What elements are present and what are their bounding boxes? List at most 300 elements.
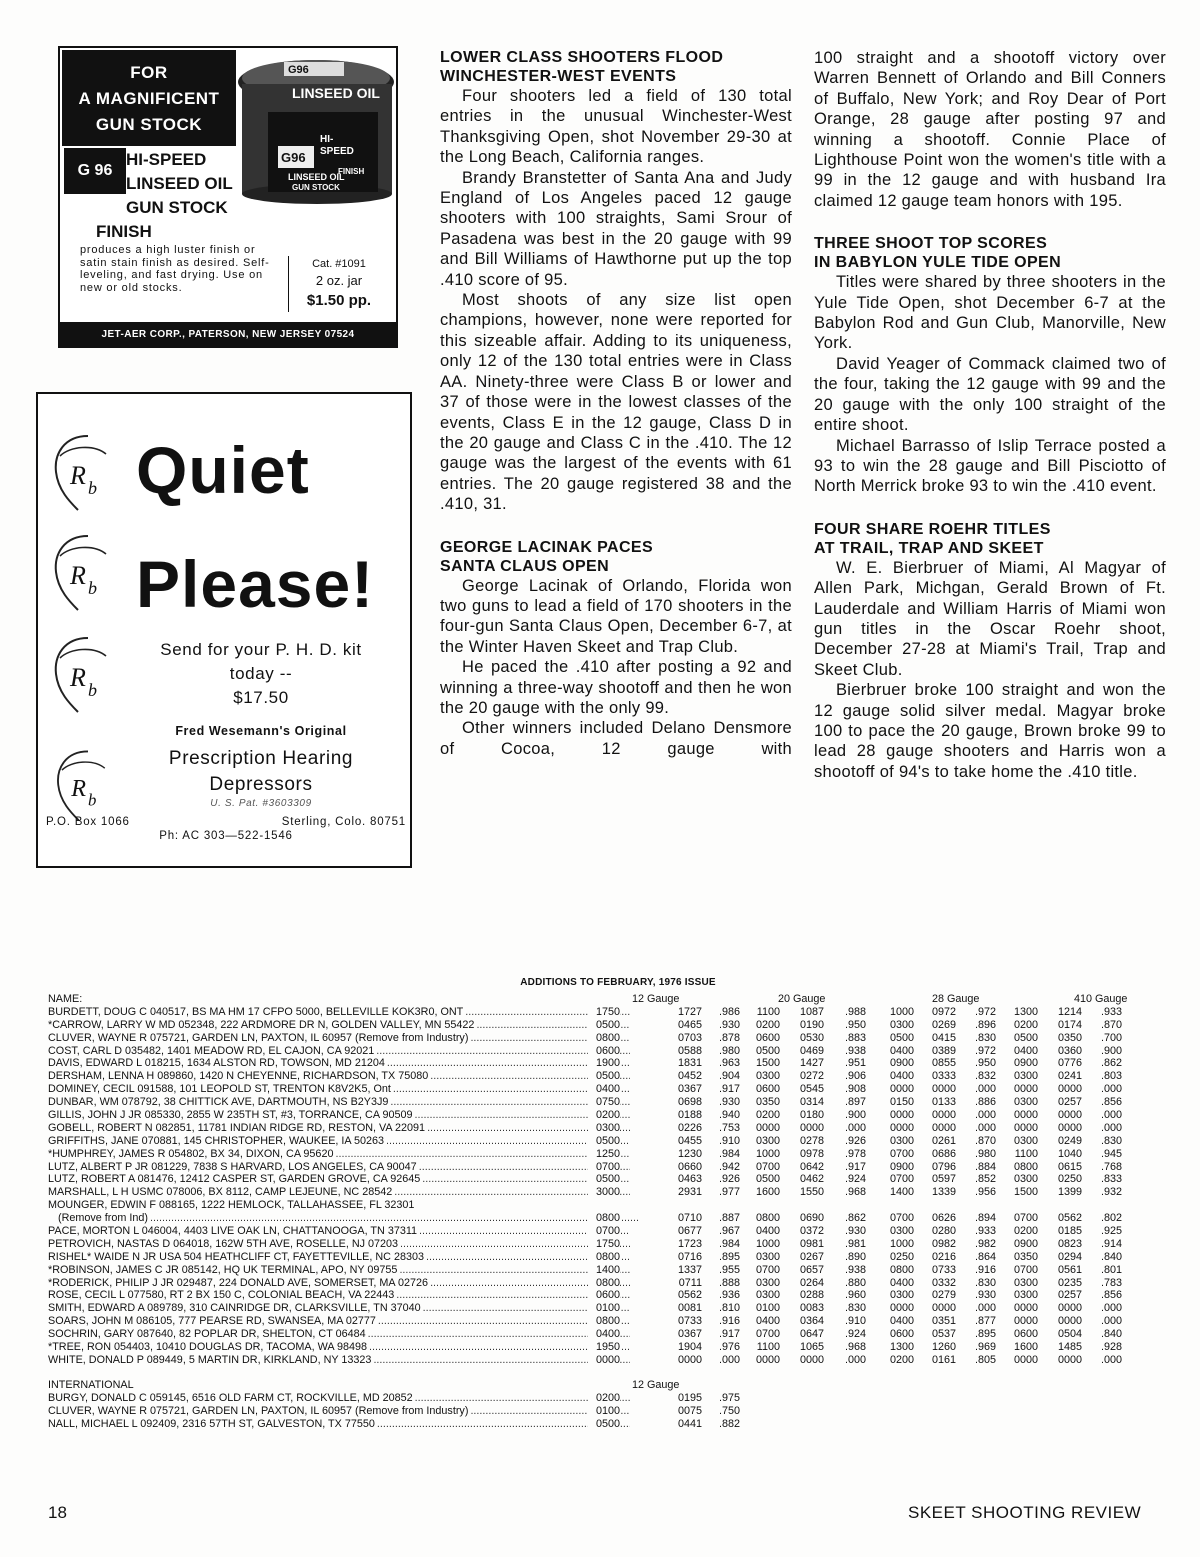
gauge-column-header: 12 Gauge [632, 993, 680, 1005]
score-cell: .883 [844, 1031, 866, 1044]
shooter-entry [48, 1096, 630, 1109]
score-cell: 0000 [799, 1353, 824, 1366]
score-cell: 0000 [1013, 1121, 1038, 1134]
score-cell: 1600 [755, 1186, 780, 1199]
score-cell: 0562 [677, 1289, 702, 1302]
shooter-entry [48, 1109, 630, 1122]
heading-line: SANTA CLAUS OPEN [440, 557, 610, 575]
score-cell: 0280 [931, 1225, 956, 1238]
article-paragraph: Other winners included Delano Densmore of Cocoa, 12 gauge with [440, 719, 792, 758]
product-line: HI-SPEED [126, 150, 207, 169]
score-cell: 0647 [799, 1328, 824, 1341]
shooter-entry [48, 1032, 630, 1045]
score-cell: 0133 [931, 1096, 956, 1109]
score-cell: 0300 [755, 1070, 780, 1083]
entry-text: *HUMPHREY, JAMES R 054802, BX 34, DIXON, CA 95620 [48, 1147, 334, 1160]
score-cell: 1230 [677, 1147, 702, 1160]
score-cell: .000 [1100, 1302, 1122, 1315]
score-cell: 0100 [755, 1302, 780, 1315]
entry-text: SOARS, JOHN M 086105, 777 PEARSE RD, SWANSEA, MA 02777 [48, 1315, 376, 1328]
score-cell: 1100 [756, 1005, 780, 1018]
shooter-entry [48, 1199, 630, 1212]
score-cell: .942 [718, 1160, 740, 1173]
entry-text: BURDETT, DOUG C 040517, BS MA HM 17 CFPO 5000, BELLEVILLE KOK3R0, ONT [48, 1005, 464, 1018]
catalog-number: Cat. #1091 [312, 258, 366, 270]
score-cell: 0441 [677, 1417, 702, 1430]
heading-line: THREE SHOOT TOP SCORES [814, 235, 1048, 253]
score-cell: 0300 [755, 1276, 780, 1289]
entry-text: CLUVER, WAYNE R 075721, GARDEN LN, PAXTON, IL 60957 (Remove from Industry) [48, 1031, 469, 1044]
score-cell: 0800 [1013, 1160, 1038, 1173]
score-cell: 0500 [889, 1031, 914, 1044]
score-cell: 1087 [799, 1005, 824, 1018]
score-cell: .878 [718, 1031, 740, 1044]
score-cell: .908 [844, 1083, 866, 1096]
score-cell: 1214 [1057, 1005, 1082, 1018]
score-cell: 1065 [799, 1341, 824, 1354]
score-cell: 0200 [1013, 1225, 1038, 1238]
score-cell: 0677 [677, 1225, 702, 1238]
shooter-entry [48, 1341, 630, 1354]
score-cell: 0288 [799, 1289, 824, 1302]
shooter-entry [48, 1135, 630, 1148]
score-cell: 0216 [931, 1250, 956, 1263]
score-cell: 0900 [889, 1160, 914, 1173]
score-cell: 1600 [1013, 1341, 1038, 1354]
entry-text: DOMINEY, CECIL 091588, 101 LEOPOLD ST, TRENTON K8V2K5, Ont [48, 1083, 391, 1096]
score-cell: 0900 [1013, 1057, 1038, 1070]
score-cell: 0504 [1057, 1328, 1082, 1341]
score-cell: 0360 [1057, 1044, 1082, 1057]
score-cell: 0174 [1057, 1018, 1082, 1031]
score-cell: 0452 [677, 1070, 702, 1083]
score-cell: .000 [1100, 1083, 1122, 1096]
score-cell: .969 [974, 1341, 996, 1354]
score-cell: .830 [844, 1302, 866, 1315]
score-cell: 1750 [588, 1006, 620, 1019]
score-cell: 0300 [889, 1018, 914, 1031]
article-column-right [814, 48, 1166, 782]
score-cell: 0300 [1013, 1096, 1038, 1109]
score-cell: 0500 [755, 1044, 780, 1057]
score-cell: 1723 [677, 1237, 702, 1250]
score-cell: .930 [974, 1289, 996, 1302]
score-cell: 0350 [755, 1096, 780, 1109]
score-cell: 0600 [1013, 1328, 1038, 1341]
article-paragraph: Most shoots of any size list open champions, however, none were reported for this sizeable affair. Adding to its uniqueness, only 12 of the 130 total entries were in Class AA. Ninety-three were Class B or lower and 37 of those were in the lowest classes of the events, Class E in the 12 gauge, Class D in the 20 gauge and Class C in the .410. The 12 gauge was the largest of the events with 61 entries. The 20 gauge registered 38 and the .410, 31. [440, 291, 792, 514]
shooter-entry [48, 1148, 630, 1161]
score-cell: .980 [974, 1147, 996, 1160]
score-cell: 0463 [677, 1173, 702, 1186]
score-cell: 0000 [1013, 1302, 1038, 1315]
score-cell: 0000 [677, 1353, 702, 1366]
score-cell: .852 [974, 1173, 996, 1186]
score-cell: 0710 [677, 1212, 702, 1225]
score-cell: 0364 [799, 1315, 824, 1328]
score-cell: .938 [844, 1044, 866, 1057]
score-cell: 0350 [1057, 1031, 1082, 1044]
ad-headline-line: FOR [130, 63, 168, 82]
score-cell: .900 [1100, 1044, 1122, 1057]
score-cell: .917 [718, 1083, 740, 1096]
score-cell: 0000 [1013, 1083, 1038, 1096]
score-cell: 0000 [1057, 1109, 1082, 1122]
score-cell: .897 [844, 1096, 866, 1109]
score-cell: .832 [974, 1070, 996, 1083]
score-cell: 0000 [1057, 1302, 1082, 1315]
score-cell: .986 [718, 1005, 740, 1018]
score-cell: 0075 [677, 1404, 702, 1417]
article-heading [814, 520, 1166, 558]
fred-wesemann-credit: Fred Wesemann's Original [175, 724, 347, 738]
price-box [288, 256, 389, 312]
score-cell: .917 [844, 1160, 866, 1173]
score-cell: 0588 [677, 1044, 702, 1057]
additions-title: ADDITIONS TO FEBRUARY, 1976 ISSUE [520, 977, 716, 988]
score-cell: .830 [974, 1276, 996, 1289]
score-cell: 0000 [889, 1083, 914, 1096]
score-cell: .000 [1100, 1109, 1122, 1122]
score-cell: 0978 [799, 1147, 824, 1160]
kit-offer [138, 638, 384, 710]
score-cell: 3000 [588, 1186, 620, 1199]
score-cell: .916 [974, 1263, 996, 1276]
score-cell: 1040 [1057, 1147, 1082, 1160]
score-cell: .810 [718, 1302, 740, 1315]
score-cell: 0750 [588, 1096, 620, 1109]
score-cell: 0367 [677, 1328, 702, 1341]
score-cell: .700 [1100, 1031, 1122, 1044]
score-cell: 0300 [1013, 1070, 1038, 1083]
product-line: GUN STOCK [126, 198, 228, 217]
page-number: 18 [48, 1503, 67, 1522]
score-cell: .980 [718, 1044, 740, 1057]
svg-text:b: b [88, 478, 97, 498]
score-cell: .895 [974, 1328, 996, 1341]
shooter-entry [48, 1006, 630, 1019]
score-cell: 0200 [588, 1109, 620, 1122]
score-cell: 1485 [1057, 1341, 1082, 1354]
score-cell: .884 [974, 1160, 996, 1173]
score-cell: .830 [1100, 1134, 1122, 1147]
score-cell: 0700 [889, 1147, 914, 1160]
score-cell: .864 [974, 1250, 996, 1263]
score-cell: .924 [844, 1173, 866, 1186]
score-cell: .894 [974, 1212, 996, 1225]
jar-label-text: GUN STOCK [292, 183, 340, 192]
score-cell: .768 [1100, 1160, 1122, 1173]
score-cell: 0300 [755, 1289, 780, 1302]
score-cell: 0300 [1013, 1173, 1038, 1186]
score-cell: 0241 [1057, 1070, 1082, 1083]
entry-text: DERSHAM, LENNA H 089860, 1420 N CHEYENNE, RICHARDSON, TX 75080 [48, 1070, 429, 1083]
score-cell: 0000 [1057, 1353, 1082, 1366]
score-cell: 0972 [931, 1005, 956, 1018]
ad-company-footer: JET-AER CORP., PATERSON, NEW JERSEY 07524 [60, 322, 396, 346]
score-cell: 0561 [1057, 1263, 1082, 1276]
score-cell: .933 [1100, 1005, 1122, 1018]
score-cell: .968 [844, 1341, 866, 1354]
heading-line: IN BABYLON YULE TIDE OPEN [814, 254, 1062, 272]
article-paragraph: David Yeager of Commack claimed two of the four, taking the 12 gauge with 99 and the 20 gauge with the only 100 straight of the entire shoot. [814, 354, 1166, 435]
entry-text: NALL, MICHAEL L 092409, 2316 57TH ST, GALVESTON, TX 77550 [48, 1417, 375, 1430]
entry-text: *ROBINSON, JAMES C JR 085142, HQ UK TERMINAL, APO, NY 09755 [48, 1263, 398, 1276]
score-cell: 0000 [799, 1121, 824, 1134]
article-paragraph: He paced the .410 after posting a 92 and winning a three-way shootoff and then he won the 20 gauge with the only 99. [440, 658, 792, 717]
score-cell: 0000 [1057, 1121, 1082, 1134]
score-cell: .862 [1100, 1057, 1122, 1070]
score-cell: 0400 [1013, 1044, 1038, 1057]
score-cell: .968 [844, 1186, 866, 1199]
entry-text: RISHEL* WAIDE N JR USA 504 HEATHCLIFF CT, FAYETTEVILLE, NC 28303 [48, 1250, 425, 1263]
score-cell: .932 [1100, 1186, 1122, 1199]
score-cell: .830 [974, 1031, 996, 1044]
score-cell: 0700 [755, 1160, 780, 1173]
score-cell: 0000 [588, 1354, 620, 1367]
score-cell: 0333 [931, 1070, 956, 1083]
score-cell: .955 [718, 1263, 740, 1276]
score-cell: .802 [1100, 1212, 1122, 1225]
score-cell: .870 [974, 1134, 996, 1147]
shooter-entry [48, 1083, 630, 1096]
svg-text:R: R [70, 461, 86, 490]
product-description: produces a high luster finish or satin stain finish as desired. Self-leveling, and fast drying. Use on new or old stocks. [80, 244, 270, 294]
score-cell: 1000 [889, 1005, 914, 1018]
score-cell: 0500 [588, 1070, 620, 1083]
quiet-please-ad [36, 392, 412, 868]
kit-line: today -- [229, 664, 293, 683]
score-cell: .972 [974, 1005, 996, 1018]
score-cell: 0626 [931, 1212, 956, 1225]
score-cell: 0462 [799, 1173, 824, 1186]
score-cell: .877 [974, 1315, 996, 1328]
score-cell: 0530 [799, 1031, 824, 1044]
score-cell: 0800 [889, 1263, 914, 1276]
jar-label-text: SPEED [320, 146, 354, 157]
article-paragraph: Brandy Branstetter of Santa Ana and Judy England of Los Angeles paced 12 gauge shooters with 100 straights, Sami Srour of Pasadena was best in the 20 gauge with 99 and Bill Williams of Hawthorne put up the top .410 score of 95. [440, 168, 792, 289]
score-cell: 0180 [799, 1109, 824, 1122]
score-cell: .862 [844, 1212, 866, 1225]
score-cell: 0314 [799, 1096, 824, 1109]
score-cell: .916 [718, 1315, 740, 1328]
score-cell: 0545 [799, 1083, 824, 1096]
score-cell: 0000 [1013, 1315, 1038, 1328]
score-cell: 0700 [889, 1212, 914, 1225]
score-cell: 0100 [588, 1302, 620, 1315]
score-cell: 0855 [931, 1057, 956, 1070]
shooter-entry [48, 1392, 630, 1405]
ad-headline-box [62, 50, 236, 146]
score-cell: 0982 [931, 1237, 956, 1250]
score-cell: .000 [1100, 1315, 1122, 1328]
score-cell: 0278 [799, 1134, 824, 1147]
score-cell: 0257 [1057, 1289, 1082, 1302]
score-cell: 0500 [588, 1418, 620, 1431]
score-cell: .000 [974, 1302, 996, 1315]
score-cell: 1337 [677, 1263, 702, 1276]
score-cell: 0597 [931, 1173, 956, 1186]
shooter-entry [48, 1328, 630, 1341]
score-cell: .981 [844, 1237, 866, 1250]
score-cell: .978 [844, 1147, 866, 1160]
jar-label-text: LINSEED OIL [288, 172, 345, 182]
patent-number: U. S. Pat. #3603309 [210, 798, 312, 809]
score-cell: .856 [1100, 1289, 1122, 1302]
score-cell: 0150 [889, 1096, 914, 1109]
score-cell: .950 [974, 1057, 996, 1070]
article-heading [440, 48, 792, 86]
score-cell: 0823 [1057, 1237, 1082, 1250]
score-cell: .900 [844, 1109, 866, 1122]
score-cell: .928 [1100, 1341, 1122, 1354]
article-column-middle [440, 48, 792, 759]
score-cell: .930 [844, 1225, 866, 1238]
score-cell: 1900 [588, 1057, 620, 1070]
score-cell: .000 [844, 1121, 866, 1134]
score-cell: 0455 [677, 1134, 702, 1147]
score-cell: .933 [974, 1225, 996, 1238]
score-cell: 0500 [588, 1135, 620, 1148]
svg-text:R: R [71, 775, 87, 803]
score-cell: 0190 [799, 1018, 824, 1031]
score-cell: 0400 [889, 1044, 914, 1057]
score-cell: 1300 [1013, 1005, 1038, 1018]
score-cell: 0465 [677, 1018, 702, 1031]
score-cell: 1300 [889, 1341, 914, 1354]
score-cell: 0300 [889, 1289, 914, 1302]
score-cell: .930 [718, 1096, 740, 1109]
score-cell: 0700 [755, 1328, 780, 1341]
quiet-headline: Quiet [136, 433, 310, 507]
score-cell: .801 [1100, 1263, 1122, 1276]
score-cell: 0800 [755, 1212, 780, 1225]
shooter-entry [48, 1354, 630, 1367]
score-cell: 0900 [889, 1057, 914, 1070]
entry-text: *RODERICK, PHILIP J JR 029487, 224 DONALD AVE, SOMERSET, MA 02726 [48, 1276, 429, 1289]
shooter-entry [48, 1173, 630, 1186]
score-cell: 1750 [588, 1238, 620, 1251]
score-cell: .840 [1100, 1250, 1122, 1263]
score-cell: 0700 [1013, 1212, 1038, 1225]
score-cell: 0000 [889, 1109, 914, 1122]
score-cell: 0000 [931, 1083, 956, 1096]
shooter-entry [48, 1225, 630, 1238]
article-heading [440, 538, 792, 576]
score-cell: 0469 [799, 1044, 824, 1057]
score-cell: .984 [718, 1147, 740, 1160]
score-cell: 0600 [588, 1045, 620, 1058]
score-cell: 0981 [799, 1237, 824, 1250]
svg-text:b: b [88, 578, 97, 598]
score-cell: 0711 [678, 1276, 702, 1289]
score-cell: .967 [718, 1225, 740, 1238]
score-cell: 0600 [889, 1328, 914, 1341]
score-cell: .904 [718, 1070, 740, 1083]
score-cell: 0800 [588, 1315, 620, 1328]
entry-text: PACE, MORTON L 046004, 4403 LIVE OAK LN, CHATTANOOGA, TN 37311 [48, 1225, 418, 1238]
score-cell: 0367 [677, 1083, 702, 1096]
score-cell: .926 [718, 1173, 740, 1186]
score-cell: 0267 [799, 1250, 824, 1263]
entry-text: DAVIS, EDWARD L 018215, 1634 ALSTON RD, TOWSON, MD 21204 [48, 1057, 385, 1070]
product-line: LINSEED OIL [126, 174, 233, 193]
score-cell: .972 [974, 1044, 996, 1057]
entry-text: COST, CARL D 035482, 1401 MEADOW RD, EL CAJON, CA 92021 [48, 1044, 375, 1057]
jar-lid-label: G96 [288, 64, 309, 76]
phone-number: Ph: AC 303—522-1546 [159, 830, 293, 842]
entry-text: ROSE, CECIL L 077580, RT 2 BX 150 C, COLONIAL BEACH, VA 22443 [48, 1289, 395, 1302]
score-cell: 1950 [588, 1341, 620, 1354]
score-cell: 0200 [1013, 1018, 1038, 1031]
score-cell: 1427 [799, 1057, 824, 1070]
score-cell: .888 [718, 1276, 740, 1289]
city-state-zip: Sterling, Colo. 80751 [281, 816, 406, 828]
score-cell: .975 [718, 1391, 740, 1404]
score-cell: 0537 [931, 1328, 956, 1341]
rx-ear-icon [48, 428, 128, 514]
score-cell: 0500 [1013, 1031, 1038, 1044]
heading-line: GEORGE LACINAK PACES [440, 538, 654, 556]
score-cell: 0000 [1057, 1315, 1082, 1328]
rx-ear-icon [48, 630, 128, 716]
score-cell: 0700 [588, 1161, 620, 1174]
score-cell: .886 [974, 1096, 996, 1109]
score-cell: 0300 [889, 1134, 914, 1147]
score-cell: 0800 [588, 1251, 620, 1264]
shooter-entry [48, 1045, 630, 1058]
score-cell: 0161 [931, 1353, 956, 1366]
score-cell: .982 [974, 1237, 996, 1250]
score-cell: 0703 [677, 1031, 702, 1044]
score-cell: 0200 [889, 1353, 914, 1366]
linseed-oil-jar-image [228, 54, 396, 206]
score-cell: .910 [844, 1315, 866, 1328]
shooter-entry [48, 1405, 630, 1418]
score-cell: 0690 [799, 1212, 824, 1225]
shooter-entry [48, 1251, 630, 1264]
score-cell: 0272 [799, 1070, 824, 1083]
score-cell: 0300 [1013, 1289, 1038, 1302]
shooter-entry [48, 1238, 630, 1251]
entry-text: (Remove from Ind) [58, 1212, 148, 1225]
score-cell: .805 [974, 1353, 996, 1366]
svg-text:b: b [88, 680, 97, 700]
score-cell: 0500 [588, 1173, 620, 1186]
shooter-entry [48, 1302, 630, 1315]
score-cell: 0400 [889, 1315, 914, 1328]
score-cell: 0000 [931, 1121, 956, 1134]
article-paragraph: Four shooters led a field of 130 total entries in the unusual Winchester-West Thanksgiving Open, shot November 29-30 at the Long Beach, California ranges. [440, 87, 792, 167]
score-cell: 0083 [799, 1302, 824, 1315]
g96-linseed-oil-ad [58, 46, 398, 348]
score-cell: 0400 [889, 1276, 914, 1289]
score-cell: .000 [1100, 1121, 1122, 1134]
score-cell: 0300 [588, 1122, 620, 1135]
score-cell: 0185 [1057, 1225, 1082, 1238]
entry-text: DUNBAR, WM 078792, 38 CHITTICK AVE, DARTMOUTH, NS B2Y3J9 [48, 1096, 389, 1109]
g96-badge: G 96 [64, 148, 126, 194]
score-cell: .925 [1100, 1225, 1122, 1238]
product-line: FINISH [96, 222, 152, 241]
score-cell: 0700 [1013, 1263, 1038, 1276]
score-cell: 1904 [677, 1341, 702, 1354]
score-cell: 0716 [677, 1250, 702, 1263]
score-cell: .895 [718, 1250, 740, 1263]
score-cell: 0100 [588, 1405, 620, 1418]
score-cell: 0900 [1013, 1237, 1038, 1250]
entry-text: LUTZ, ROBERT A 081476, 12412 CASPER ST, GARDEN GROVE, CA 92645 [48, 1173, 421, 1186]
score-cell: 0400 [889, 1070, 914, 1083]
